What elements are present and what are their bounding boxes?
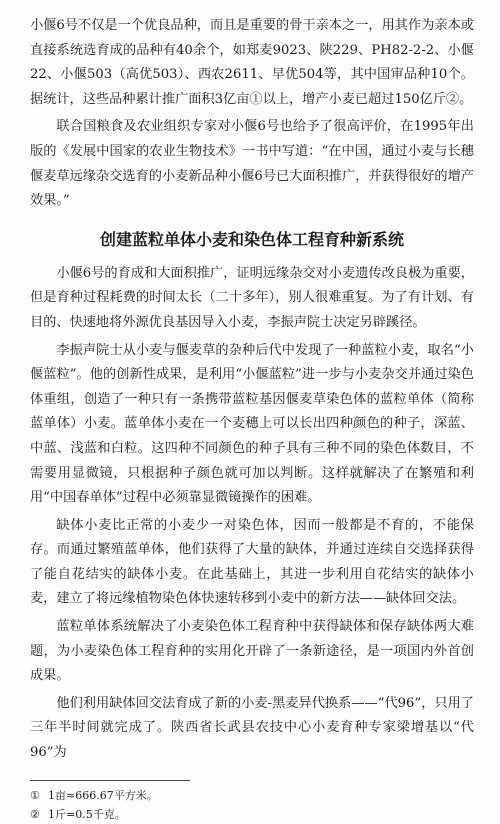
paragraph-body-3: 缺体小麦比正常的小麦少一对染色体，因而一般都是不育的，不能保存。而通过繁殖蓝单体，他们获得了大量的缺体，并通过连续自交选择获得了能自花结实的缺体小麦。在此基础上，其进一步利用自花结实的缺体小麦，建立了将远缘植物染色体快速转移到小麦中的新方法——缺体回交法。 bbox=[30, 517, 474, 607]
footnote-mark: ② bbox=[30, 807, 40, 821]
footnote-mark: ① bbox=[30, 788, 40, 802]
paragraph-body-5: 他们利用缺体回交法育成了新的小麦-黑麦异代换系——“代96”，只用了三年半时间就完成了。陕西省长武县农技中心小麦育种专家梁增基以“代96”为 bbox=[30, 695, 474, 761]
footnote-2 bbox=[30, 805, 474, 824]
paragraph-body-4: 蓝粒单体系统解决了小麦染色体工程育种中获得缺体和保存缺体两大难题，为小麦染色体工程育种的实用化开辟了一条新途径，是一项国内外首创成果。 bbox=[30, 619, 474, 684]
paragraph-fao-evaluation: 联合国粮食及农业组织专家对小偃6号也给予了很高评价，在1995年出版的《发展中国家的农业生物技术》一书中写道：“在中国，通过小麦与长穗偃麦草远缘杂交选育的小麦新品种小偃6号已大面积推广，并获得很好的增产效果。” bbox=[30, 119, 474, 209]
footnote-text: 1斤=0.5千克。 bbox=[48, 807, 126, 821]
footnote-1 bbox=[30, 786, 474, 805]
footnote-divider bbox=[30, 780, 190, 781]
paragraph-intro: 小偃6号不仅是一个优良品种，而且是重要的骨干亲本之一，用其作为亲本或直接系统选育成的品种有40余个，如郑麦9023、陕229、PH82-2-2、小偃22、小偃503（高优503）、西农2611、早优504等，其中国审品种10个。据统计，这些品种累计推广面积3亿亩①以上，增产小麦已超过150亿斤②。 bbox=[30, 18, 474, 107]
section-title: 创建蓝粒单体小麦和染色体工程育种新系统 bbox=[99, 229, 404, 249]
paragraph-body-2: 李振声院士从小麦与偃麦草的杂种后代中发现了一种蓝粒小麦，取名“小偃蓝粒”。他的创新性成果，是利用“小偃蓝粒”进一步与小麦杂交并通过染色体重组，创造了一种只有一条携带蓝粒基因偃麦草染色体的蓝粒单体（简称蓝单体）小麦。蓝单体小麦在一个麦穗上可以长出四种颜色的种子，深蓝、中蓝、浅蓝和白粒。这四种不同颜色的种子具有三种不同的染色体数目，不需要用显微镜，只根据种子颜色就可加以判断。这样就解决了在繁殖和利用“中国春单体”过程中必须靠显微镜操作的困难。 bbox=[30, 342, 474, 506]
paragraph-body-1: 小偃6号的育成和大面积推广，证明远缘杂交对小麦遗传改良极为重要，但是育种过程耗费的时间太长（二十多年），别人很难重复。为了有计划、有目的、快速地将外源优良基因导入小麦，李振声院士决定另辟蹊径。 bbox=[30, 265, 474, 330]
footnote-text: 1亩≈666.67平方米。 bbox=[48, 788, 158, 802]
